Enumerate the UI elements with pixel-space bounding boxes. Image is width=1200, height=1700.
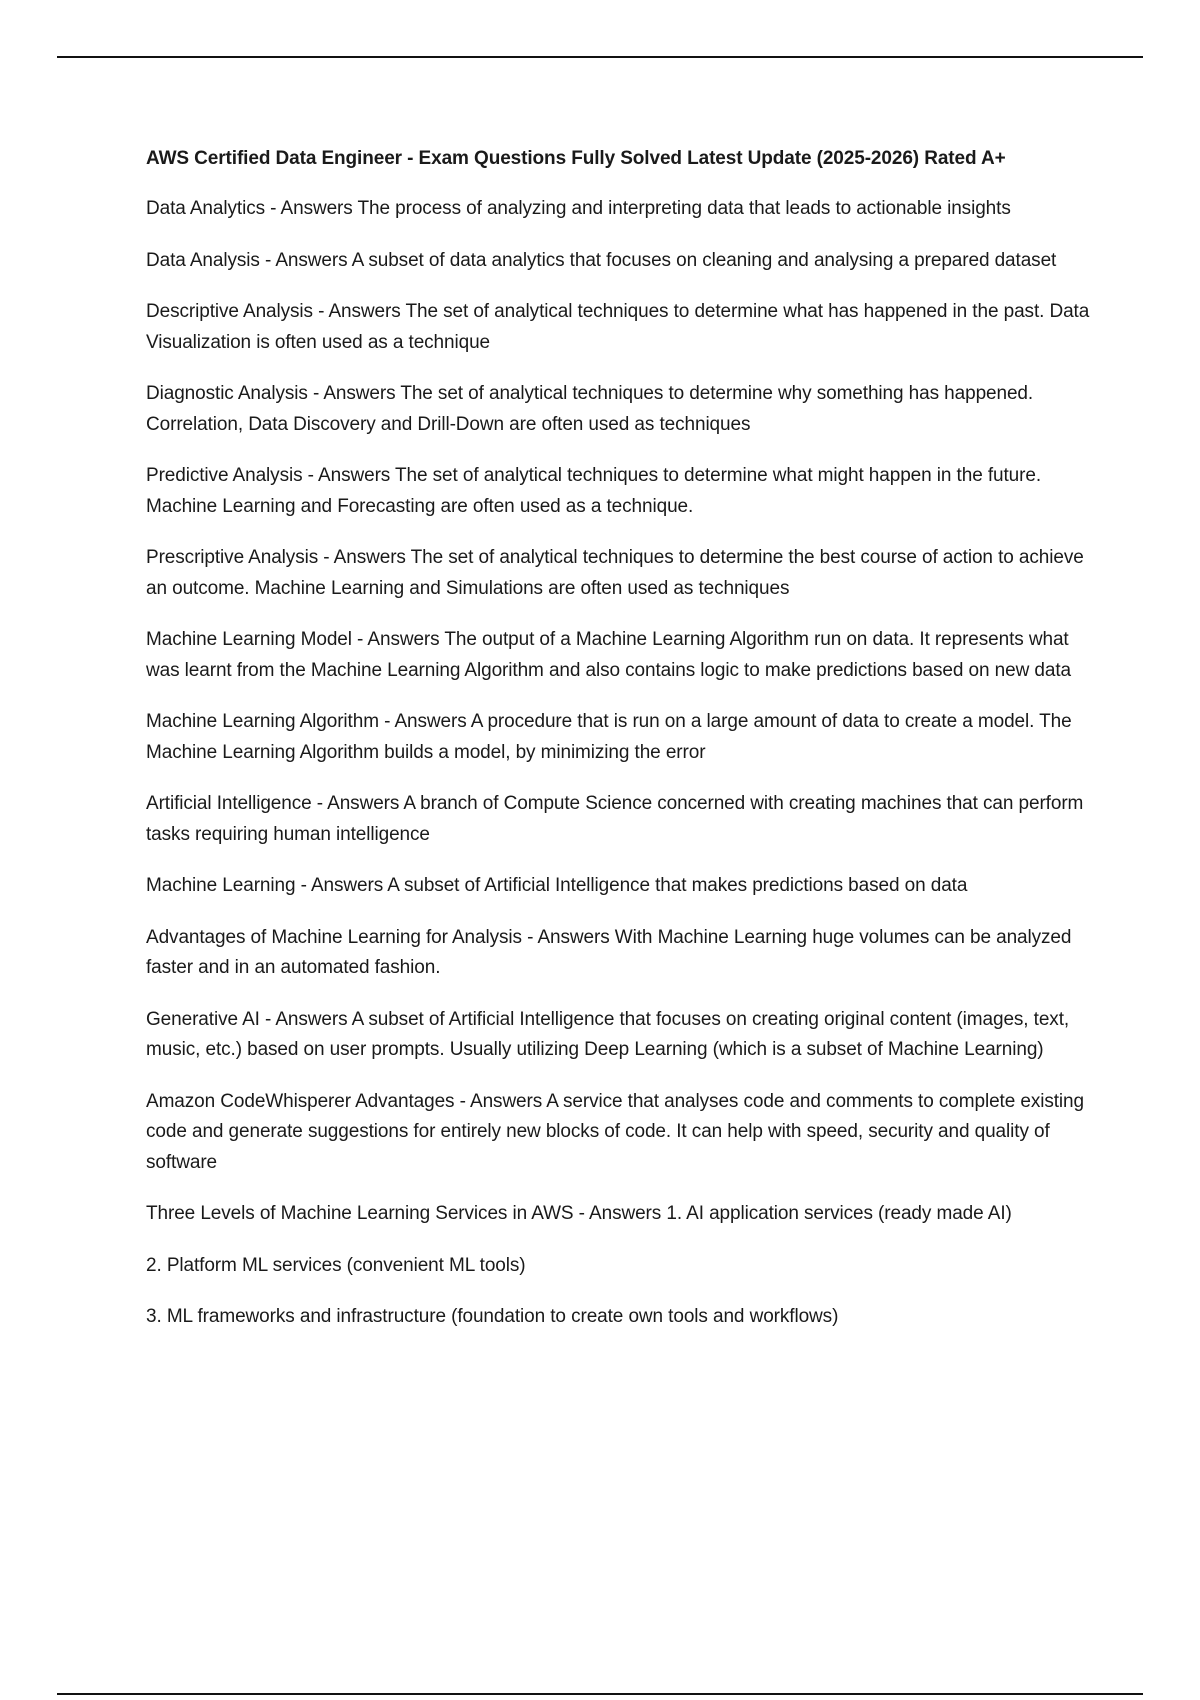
entry-platform-ml: 2. Platform ML services (convenient ML tools): [146, 1254, 526, 1276]
entry-prescriptive-analysis: Prescriptive Analysis - Answers The set of analytical techniques to determine the best course of action to achieve an outcome. Machine Learning and Simulations are often used as techniques: [146, 547, 1084, 599]
entry-descriptive-analysis: Descriptive Analysis - Answers The set of analytical techniques to determine what has happened in the past. Data Visualization is often used as a technique: [146, 301, 1090, 353]
document-body: [146, 144, 1106, 1354]
entry-artificial-intelligence: Artificial Intelligence - Answers A branch of Compute Science concerned with creating machines that can perform tasks requiring human intelligence: [146, 793, 1084, 845]
entry-ml-advantages: Advantages of Machine Learning for Analysis - Answers With Machine Learning huge volumes can be analyzed faster and in an automated fashion.: [146, 926, 1072, 978]
entry-data-analytics: Data Analytics - Answers The process of analyzing and interpreting data that leads to actionable insights: [146, 198, 1011, 219]
entry-generative-ai: Generative AI - Answers A subset of Artificial Intelligence that focuses on creating original content (images, text, music, etc.) based on user prompts. Usually utilizing Deep Learning (which is a subset of Machine Learning): [146, 1008, 1070, 1060]
entry-ml-model: Machine Learning Model - Answers The output of a Machine Learning Algorithm run on data. It represents what was learnt from the Machine Learning Algorithm and also contains logic to make predictions based on new data: [146, 629, 1071, 681]
document-title: AWS Certified Data Engineer - Exam Questions Fully Solved Latest Update (2025-2026) Rated A+: [146, 148, 1006, 169]
entry-ml-frameworks: 3. ML frameworks and infrastructure (foundation to create own tools and workflows): [146, 1306, 839, 1327]
bottom-divider: [57, 1693, 1143, 1695]
top-divider: [57, 56, 1143, 58]
entry-machine-learning: Machine Learning - Answers A subset of Artificial Intelligence that makes predictions based on data: [146, 875, 968, 896]
entry-diagnostic-analysis: Diagnostic Analysis - Answers The set of analytical techniques to determine why something has happened. Correlation, Data Discovery and Drill-Down are often used as techniques: [146, 383, 1034, 435]
entry-ml-algorithm: Machine Learning Algorithm - Answers A procedure that is run on a large amount of data to create a model. The Machine Learning Algorithm builds a model, by minimizing the error: [146, 711, 1072, 763]
entry-codewhisperer: Amazon CodeWhisperer Advantages - Answers A service that analyses code and comments to complete existing code and generate suggestions for entirely new blocks of code. It can help with speed, security and quality of software: [146, 1090, 1084, 1173]
entry-ml-service-levels: Three Levels of Machine Learning Services in AWS - Answers 1. AI application services (ready made AI): [146, 1203, 1012, 1224]
entry-data-analysis: Data Analysis - Answers A subset of data analytics that focuses on cleaning and analysing a prepared dataset: [146, 249, 1057, 271]
entry-predictive-analysis: Predictive Analysis - Answers The set of analytical techniques to determine what might happen in the future. Machine Learning and Forecasting are often used as a technique.: [146, 465, 1042, 517]
